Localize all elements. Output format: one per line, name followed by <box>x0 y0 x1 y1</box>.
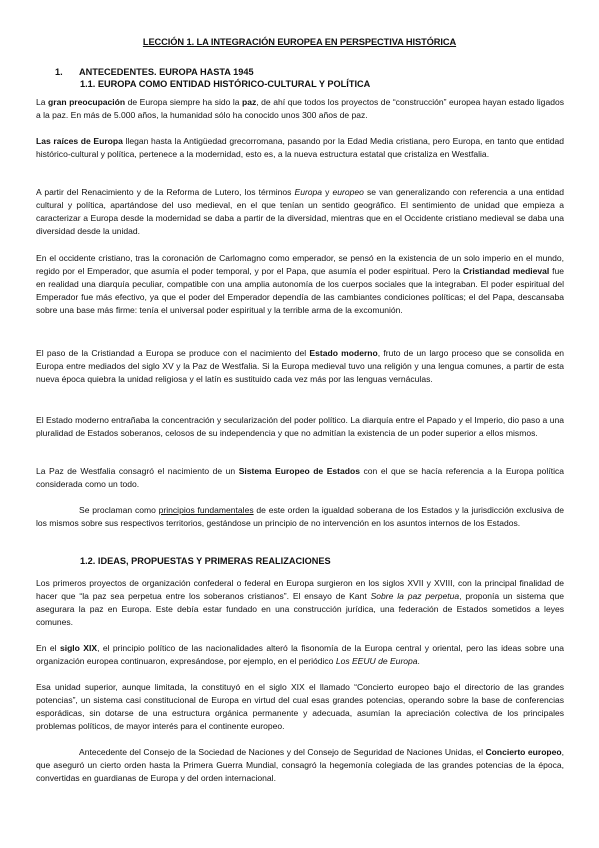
paragraph-10: En el siglo XIX, el principio político de las nacionalidades alteró la fisonomía de la Europa central y oriental, pero las ideas sobre una organización europea continuaron, expresándose, por ejemplo, en el periódico Los EEUU de Europa. <box>36 643 564 667</box>
paragraph-6: El Estado moderno entrañaba la concentración y secularización del poder político. La diarquía entre el Papado y el Imperio, dio paso a una pluralidad de Estados soberanos, celosos de su independencia y que no admitían la existencia de un poder superior a ellos mismos. <box>36 415 564 439</box>
subsection-label: EUROPA COMO ENTIDAD HISTÓRICO-CULTURAL Y POLÍTICA <box>97 79 371 89</box>
paragraph-8: Se proclaman como principios fundamentales de este orden la igualdad soberana de los Estados y la jurisdicción exclusiva de los mismos sobre sus respectivos territorios, gestándose un principio de no intervención en los asuntos internos de los Estados. <box>36 505 564 529</box>
subsection-heading-1-2 <box>80 556 331 566</box>
section-heading-1 <box>55 67 254 77</box>
paragraph-3: A partir del Renacimiento y de la Reforma de Lutero, los términos Europa y europeo se van generalizando con referencia a una entidad cultural y política, apartándose del uso medieval, en el que tenían un sentido geográfico. El sentimiento de unidad que empieza a caracterizar a Europa desde la modernidad se daba a partir de la diversidad, mientras que en el Occidente cristiano medieval se daba una diversidad desde la unidad. <box>36 187 564 237</box>
paragraph-12: Antecedente del Consejo de la Sociedad de Naciones y del Consejo de Seguridad de Naciones Unidas, el Concierto europeo, que aseguró un cierto orden hasta la Primera Guerra Mundial, consagró la hegemonía colegiada de las grandes potencias de la época, convertidas en guardianas de Europa y del orden internacional. <box>36 747 564 784</box>
paragraph-4: En el occidente cristiano, tras la coronación de Carlomagno como emperador, se pensó en la existencia de un solo imperio en el mundo, regido por el Emperador, que asumía el poder temporal, y por el Papa, que asumía el poder espiritual. Pero la Cristiandad medieval fue en realidad una diarquía peculiar, compatible con una amplia autonomía de los cuerpos sociales que la integraban. El poder espiritual del Emperador fue más efectivo, ya que el poder del Emperador dependía de las cambiantes condiciones políticas; el del Papa, descansaba sobre una base más firme: tenía el universal poder espiritual y la terrible arma de la excomunión. <box>36 253 564 316</box>
paragraph-7: La Paz de Westfalia consagró el nacimiento de un Sistema Europeo de Estados con el que se hacía referencia a la Europa política considerada como un todo. <box>36 466 565 490</box>
section-label: ANTECEDENTES. EUROPA HASTA 1945 <box>79 67 254 77</box>
subsection-number: 1.2. <box>80 556 96 566</box>
paragraph-11: Esa unidad superior, aunque limitada, la constituyó en el siglo XIX el llamado “Concierto europeo bajo el directorio de las grandes potencias”, un sistema casi constitucional de Europa en virtud del cual esas grandes potencias, operando sobre la base de conferencias esporádicas, sin dotarse de una estructura orgánica permanente y adecuada, asumían la apreciación colectiva de los principales problemas políticos, de mayor interés para el continente europeo. <box>36 682 564 732</box>
section-number: 1. <box>55 67 63 77</box>
paragraph-1: La gran preocupación de Europa siempre ha sido la paz, de ahí que todos los proyectos de “construcción” europea hayan estado ligados a la paz. En más de 5.000 años, la humanidad sólo ha conocido unos 300 años de paz. <box>36 97 564 121</box>
paragraph-9: Los primeros proyectos de organización confederal o federal en Europa surgieron en los siglos XVII y XVIII, con la principal finalidad de hacer que “la paz sea perpetua entre los soberanos cristianos”. El ensayo de Kant Sobre la paz perpetua, proponía un sistema que asegurara la paz en Europa. Este debía estar fundado en una construcción jurídica, una federación de Estados sometidos a leyes comunes. <box>36 578 564 628</box>
paragraph-5: El paso de la Cristiandad a Europa se produce con el nacimiento del Estado moderno, fruto de un largo proceso que se consolida en Europa entre mediados del siglo XV y la Paz de Westfalia. Si la Europa medieval tuvo una religión y una lengua comunes, a partir de esta nueva época quiebra la unidad religiosa y el latín es sustituido cada vez más por las lenguas vernáculas. <box>36 348 564 385</box>
subsection-label: IDEAS, PROPUESTAS Y PRIMERAS REALIZACIONES <box>97 556 331 566</box>
subsection-number: 1.1. <box>80 79 96 89</box>
paragraph-2: Las raíces de Europa llegan hasta la Antigüedad grecorromana, pasando por la Edad Media cristiana, pero Europa, en tanto que entidad histórico-cultural y política, pertenece a la modernidad, esto es, a la nueva estructura estatal que cristaliza en Westfalia. <box>36 136 564 160</box>
subsection-heading-1-1 <box>80 79 370 89</box>
lesson-title: LECCIÓN 1. LA INTEGRACIÓN EUROPEA EN PERSPECTIVA HISTÓRICA <box>142 37 457 47</box>
